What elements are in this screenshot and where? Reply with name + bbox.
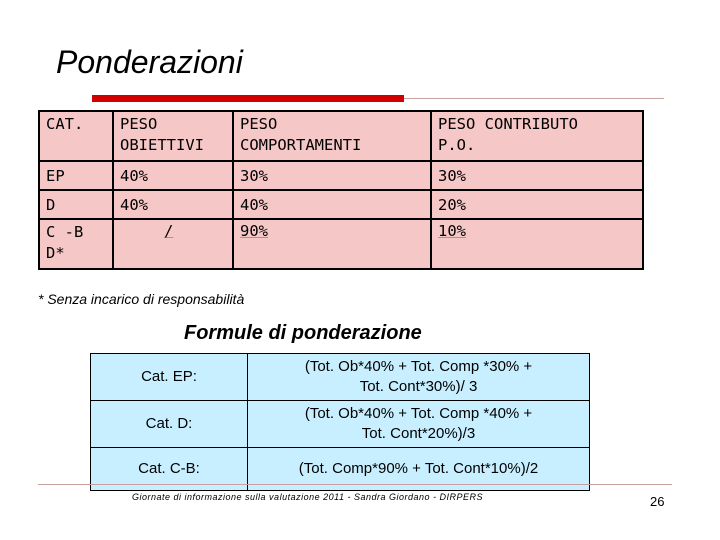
header-text: PESO [120,115,158,133]
cell-cat: D [39,190,113,219]
header-cell-cat [39,111,113,161]
title-thin-rule [404,98,664,99]
cell-comportamenti: 40% [233,190,431,219]
cell-obiettivi: 40% [113,161,233,190]
header-text: PESO [240,115,278,133]
cell-comportamenti [233,219,431,269]
table-row [91,354,590,401]
header-text: P.O. [438,136,476,154]
table-row [39,190,643,219]
table-row [39,161,643,190]
formula-label: Cat. D: [91,401,248,448]
formula-line: (Tot. Comp*90% + Tot. Cont*10%)/2 [298,460,539,477]
footer-text: Giornate di informazione sulla valutazione 2011 - Sandra Giordano - DIRPERS [132,492,483,502]
cell-cat [39,219,113,269]
cell-cat: EP [39,161,113,190]
table-row [39,219,643,269]
cell-text: C -B [46,223,84,241]
formulas-table [90,353,590,491]
header-cell-contributo [431,111,643,161]
title-accent-rule [92,95,404,102]
header-cell-comportamenti [233,111,431,161]
table-row [91,401,590,448]
header-text: CAT. [46,115,84,133]
cell-contributo [431,219,643,269]
formula-line: Tot. Cont*30%)/ 3 [359,378,478,395]
slide-title: Ponderazioni [56,44,243,80]
header-cell-obiettivi [113,111,233,161]
footnote: * Senza incarico di responsabilità [38,291,245,307]
header-text: PESO CONTRIBUTO [438,115,578,133]
cell-text: / [164,222,174,240]
formula-line: Tot. Cont*20%)/3 [361,425,476,442]
header-text: OBIETTIVI [120,136,204,154]
section-subtitle: Formule di ponderazione [184,322,422,344]
header-text: COMPORTAMENTI [240,136,362,154]
cell-obiettivi: 40% [113,190,233,219]
formula-label: Cat. EP: [91,354,248,401]
cell-text: 10% [438,222,466,240]
formula-line: (Tot. Ob*40% + Tot. Comp *30% + [304,358,533,375]
weights-table [38,110,644,270]
formula-text [248,401,590,448]
formula-label: Cat. C-B: [91,448,248,491]
cell-contributo: 20% [431,190,643,219]
cell-text: 90% [240,222,268,240]
formula-line: (Tot. Ob*40% + Tot. Comp *40% + [304,405,533,422]
cell-obiettivi [113,219,233,269]
footer-rule [38,484,672,485]
page-number: 26 [650,494,665,509]
cell-comportamenti: 30% [233,161,431,190]
cell-text: D* [46,244,65,262]
cell-contributo: 30% [431,161,643,190]
table-header-row [39,111,643,161]
formula-text [248,354,590,401]
